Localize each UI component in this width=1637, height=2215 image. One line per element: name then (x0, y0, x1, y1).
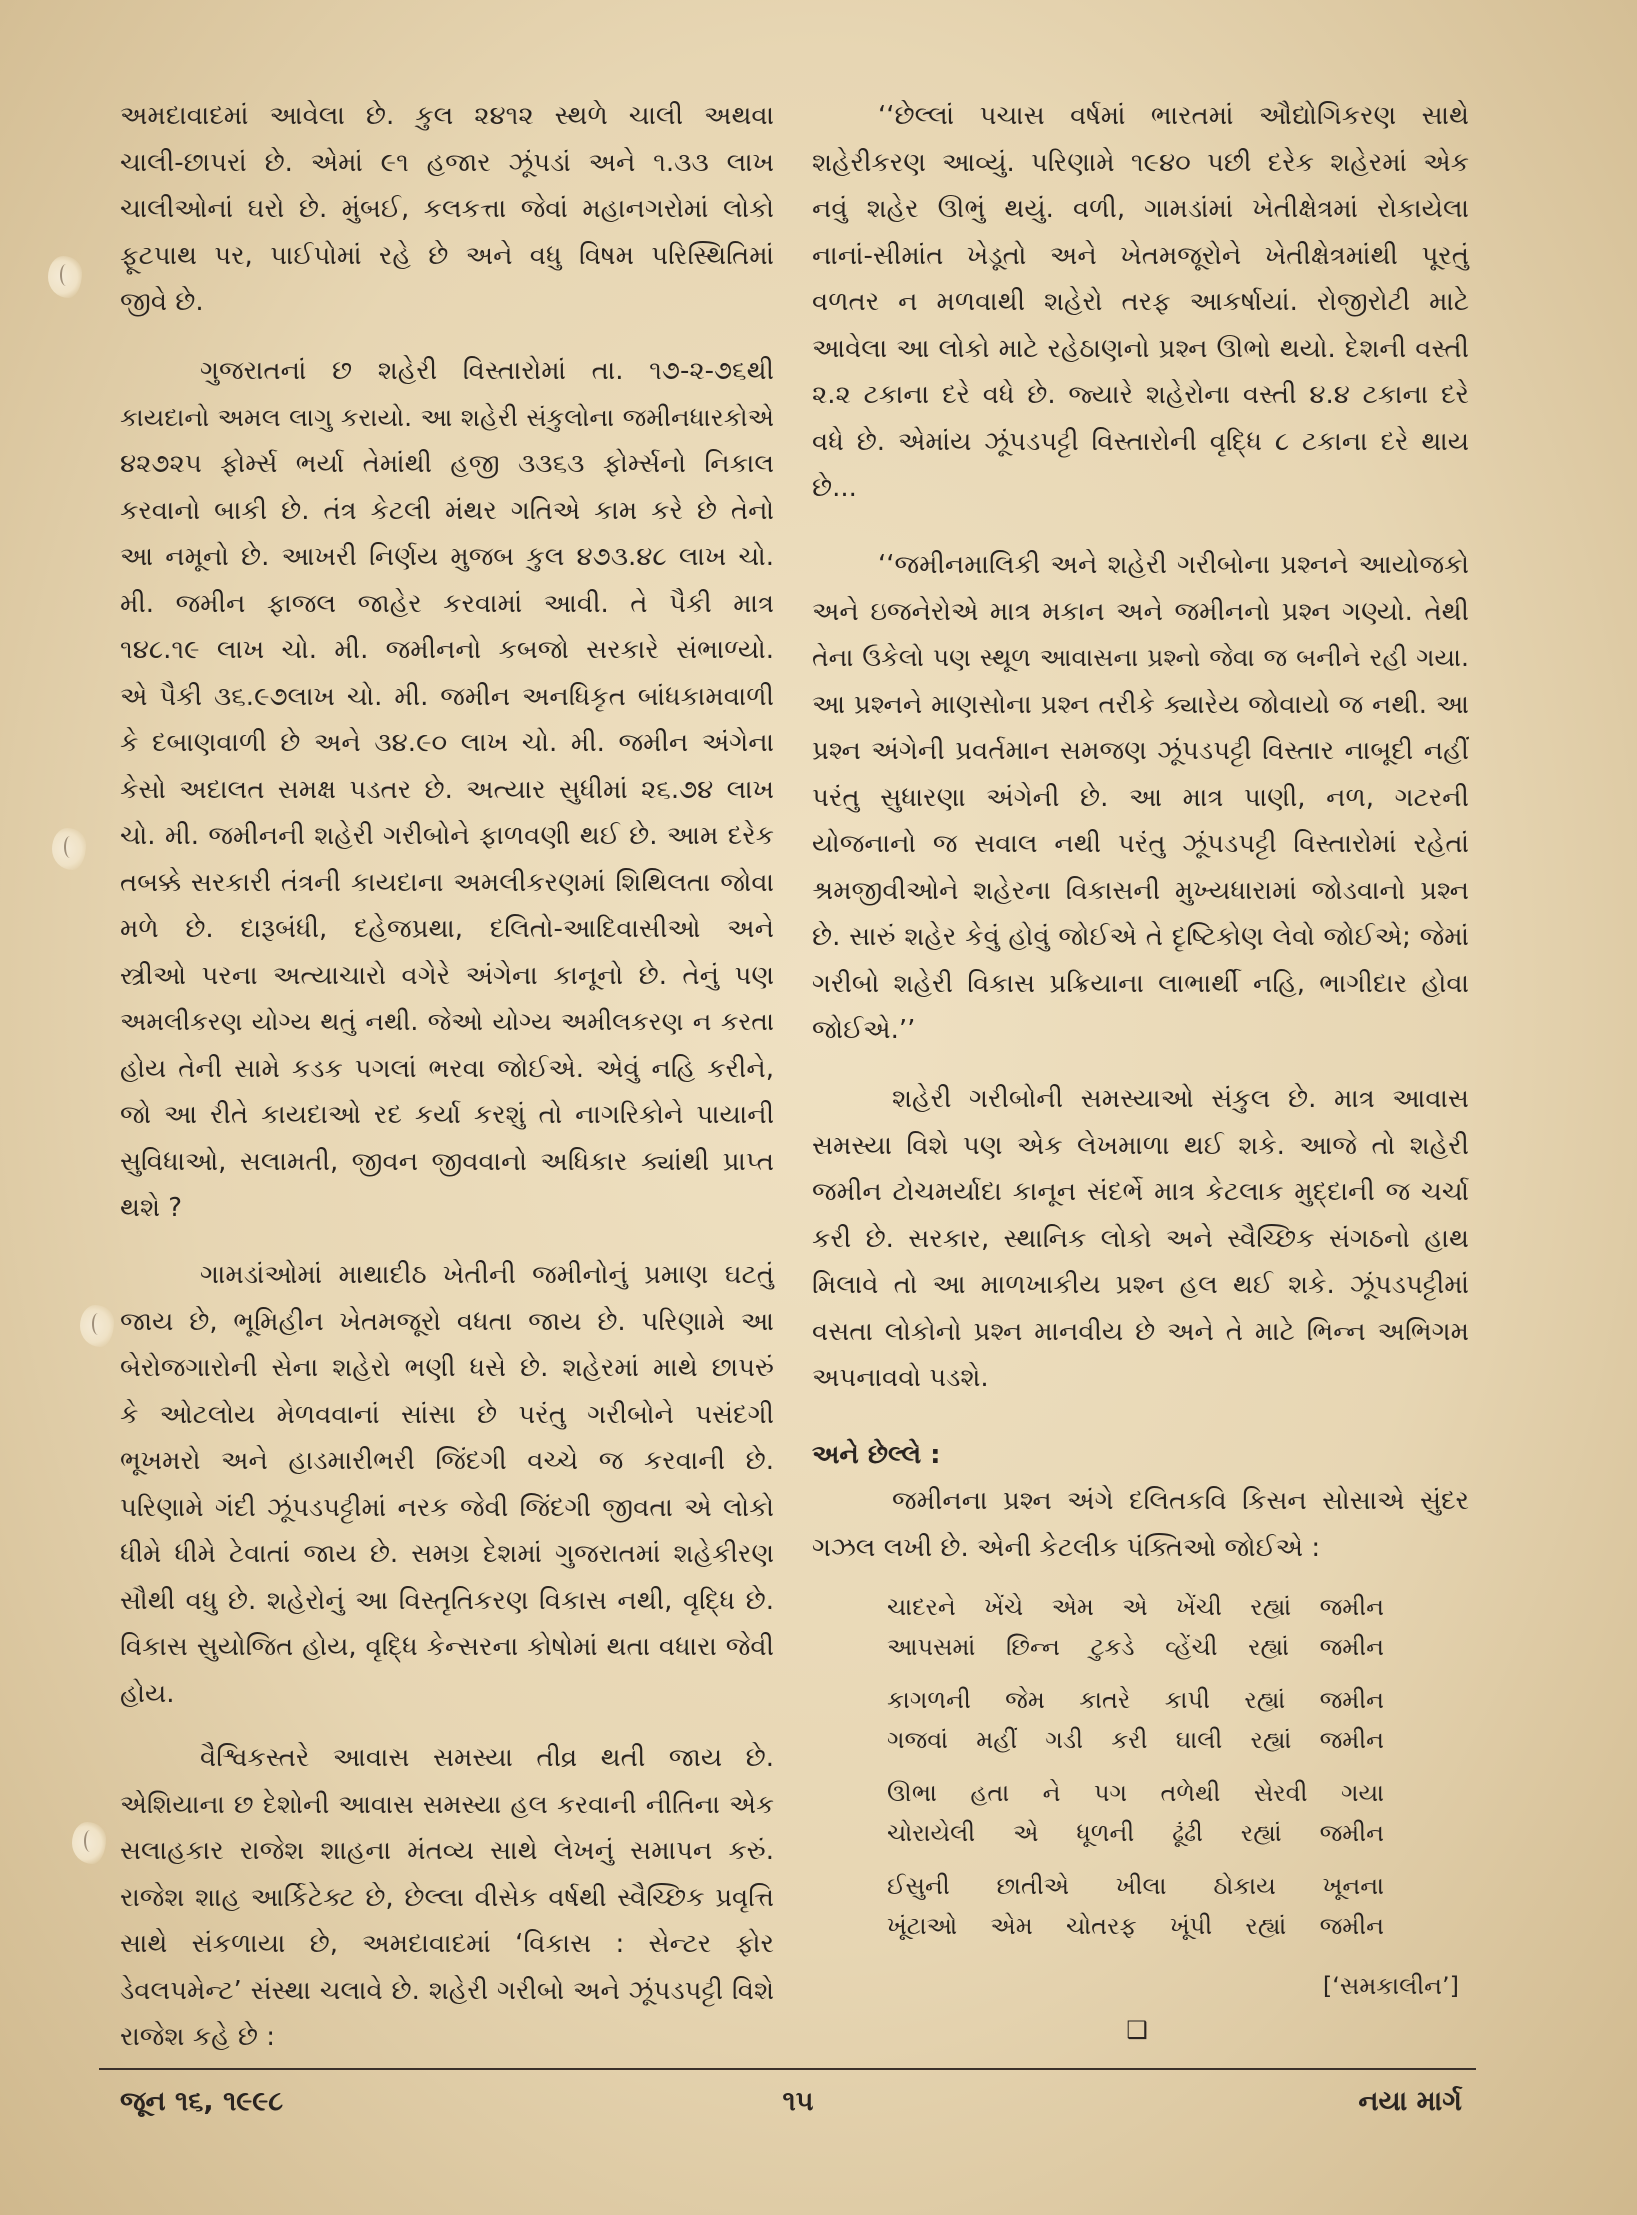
text-line: શ્રમજીવીઓને શહેરના વિકાસની મુખ્યધારામાં જોડવાનો પ્રશ્ન (812, 875, 1469, 906)
text-line: ૧૪૮.૧૯ લાખ ચો. મી. જમીનનો કબજો સરકારે સંભાળ્યો. (120, 635, 774, 665)
text-line: સુવિધાઓ, સલામતી, જીવન જીવવાનો અધિકાર ક્યાંથી પ્રાપ્ત (120, 1146, 774, 1177)
text-line: ૨.૨ ટકાના દરે વધે છે. જ્યારે શહેરોના વસ્તી ૪.૪ ટકાના દરે (812, 380, 1469, 410)
text-line: કે ઓટલોય મેળવવાનાં સાંસા છે પરંતુ ગરીબોને પસંદગી (120, 1399, 774, 1430)
poem-line: આપસમાં છિન્ન ટુકડે વ્હેંચી રહ્યાં જમીન (887, 1633, 1384, 1661)
text-line: વધે છે. એમાંય ઝૂંપડપટ્ટી વિસ્તારોની વૃદ્ધિ ૮ ટકાના દરે થાય (812, 426, 1469, 457)
text-line: છે... (812, 473, 857, 503)
text-line: પરંતુ સુધારણા અંગેની છે. આ માત્ર પાણી, નળ, ગટરની (812, 782, 1469, 813)
text-line: કેસો અદાલત સમક્ષ પડતર છે. અત્યાર સુધીમાં ૨૬.૭૪ લાખ (120, 774, 774, 805)
poem (887, 1587, 1384, 1959)
text-line: છે. સારું શહેર કેવું હોવું જોઈએ તે દૃષ્ટિકોણ લેવો જોઈએ; જેમાં (812, 922, 1469, 952)
text-line: આ નમૂનો છે. આખરી નિર્ણય મુજબ કુલ ૪૭૩.૪૮ લાખ ચો. (120, 542, 774, 572)
section-heading: અને છેલ્લે : (812, 1440, 941, 1470)
page-number: ૧૫ (782, 2086, 814, 2117)
paper-tear-mark (48, 256, 82, 298)
text-line: ચાલી-છાપરાં છે. એમાં ૯૧ હજાર ઝૂંપડાં અને ૧.૩૩ લાખ (120, 147, 774, 178)
poem-couplet (887, 1866, 1384, 1946)
poem-line: ચાદરને ખેંચે એમ એ ખેંચી રહ્યાં જમીન (887, 1593, 1384, 1621)
text-line: ગુજરાતનાં છ શહેરી વિસ્તારોમાં તા. ૧૭-૨-૭૬થી (200, 356, 774, 386)
text-line: હોય. (120, 1678, 175, 1709)
text-line: કરી છે. સરકાર, સ્થાનિક લોકો અને સ્વૈચ્છિક સંગઠનો હાથ (812, 1223, 1469, 1254)
poem-line: ખૂંટાઓ એમ ચોતરફ ખૂંપી રહ્યાં જમીન (887, 1912, 1384, 1940)
text-line: વૈશ્વિકસ્તરે આવાસ સમસ્યા તીવ્ર થતી જાય છે. (200, 1743, 774, 1773)
poem-couplet (887, 1587, 1384, 1667)
text-line: અમદાવાદમાં આવેલા છે. કુલ ૨૪૧૨ સ્થળે ચાલી અથવા (120, 101, 774, 131)
text-line: વિકાસ સુયોજિત હોય, વૃદ્ધિ કેન્સરના કોષોમાં થતા વધારા જેવી (120, 1632, 774, 1662)
end-mark: ❑ (1126, 2016, 1148, 2044)
poem-line: ઊભા હતા ને પગ તળેથી સેરવી ગયા (887, 1779, 1384, 1807)
text-line: ધીમે ધીમે ટેવાતાં જાય છે. સમગ્ર દેશમાં ગુજરાતમાં શહેકીરણ (120, 1539, 774, 1569)
text-line: આ પ્રશ્નને માણસોના પ્રશ્ન તરીકે ક્યારેય જોવાયો જ નથી. આ (812, 689, 1469, 720)
text-line: મિલાવે તો આ માળખાકીય પ્રશ્ન હલ થઈ શકે. ઝૂંપડપટ્ટીમાં (812, 1270, 1469, 1300)
text-line: જમીન ટોચમર્યાદા કાનૂન સંદર્ભે માત્ર કેટલાક મુદ્દાની જ ચર્ચા (812, 1177, 1469, 1207)
text-line: ગઝલ લખી છે. એની કેટલીક પંક્તિઓ જોઈએ : (812, 1532, 1321, 1563)
poem-line: ઈસુની છાતીએ ખીલા ઠોકાય ખૂનના (887, 1872, 1384, 1900)
text-line: થશે ? (120, 1193, 183, 1223)
paragraph (120, 93, 774, 326)
text-line: સૌથી વધુ છે. શહેરોનું આ વિસ્તૃતિકરણ વિકાસ નથી, વૃદ્ધિ છે. (120, 1585, 774, 1616)
text-line: જો આ રીતે કાયદાઓ રદ કર્યા કરશું તો નાગરિકોને પાયાની (120, 1100, 774, 1130)
poem-line: કાગળની જેમ કાતરે કાપી રહ્યાં જમીન (887, 1686, 1384, 1714)
quote-paragraph (812, 542, 1469, 1054)
text-line: જીવે છે. (120, 287, 204, 317)
paper-tear-mark (52, 828, 86, 870)
text-line: પરિણામે ગંદી ઝૂંપડપટ્ટીમાં નરક જેવી જિંદગી જીવતા એ લોકો (120, 1492, 774, 1523)
text-line: ફૂટપાથ પર, પાઈપોમાં રહે છે અને વધુ વિષમ પરિસ્થિતિમાં (120, 240, 774, 271)
text-line: ‘‘છેલ્લાં પચાસ વર્ષમાં ભારતમાં ઔદ્યોગિકરણ સાથે (878, 101, 1469, 131)
paragraph (812, 1478, 1469, 1571)
text-line: અમલીકરણ યોગ્ય થતું નથી. જેઓ યોગ્ય અમીલકરણ ન કરતા (120, 1007, 774, 1036)
text-line: ચો. મી. જમીનની શહેરી ગરીબોને ફાળવણી થઈ છે. આમ દરેક (120, 821, 774, 851)
text-line: બેરોજગારોની સેના શહેરો ભણી ધસે છે. શહેરમાં માથે છાપરું (120, 1353, 774, 1383)
text-line: રાજેશ કહે છે : (120, 2022, 275, 2052)
text-line: શહેરી ગરીબોની સમસ્યાઓ સંકુલ છે. માત્ર આવાસ (892, 1084, 1469, 1114)
poem-line: ગજવાં મહીં ગડી કરી ઘાલી રહ્યાં જમીન (887, 1726, 1384, 1754)
right-column (812, 0, 1469, 2215)
text-line: નવું શહેર ઊભું થયું. વળી, ગામડાંમાં ખેતીક્ષેત્રમાં રોકાયેલા (812, 194, 1469, 224)
text-line: કે દબાણવાળી છે અને ૩૪.૯૦ લાખ ચો. મી. જમીન અંગેના (120, 728, 774, 758)
text-line: ‘‘જમીનમાલિકી અને શહેરી ગરીબોના પ્રશ્નને આયોજકો (878, 550, 1469, 580)
text-line: જમીનના પ્રશ્ન અંગે દલિતકવિ કિસન સોસાએ સુંદર (892, 1486, 1469, 1516)
text-line: કરવાનો બાકી છે. તંત્ર કેટલી મંથર ગતિએ કામ કરે છે તેનો (120, 495, 774, 526)
poem-couplet (887, 1773, 1384, 1853)
text-line: ભૂખમરો અને હાડમારીભરી જિંદગી વચ્ચે જ કરવાની છે. (120, 1446, 774, 1476)
footer-date: જૂન ૧૬, ૧૯૯૮ (120, 2086, 284, 2117)
text-line: વળતર ન મળવાથી શહેરો તરફ આકર્ષાયાં. રોજીરોટી માટે (812, 287, 1469, 317)
text-line: વસતા લોકોનો પ્રશ્ન માનવીય છે અને તે માટે ભિન્ન અભિગમ (812, 1316, 1469, 1347)
text-line: સાથે સંકળાયા છે, અમદાવાદમાં ‘વિકાસ : સેન્ટર ફોર (120, 1929, 774, 1959)
text-line: એ પૈકી ૩૬.૯૭લાખ ચો. મી. જમીન અનધિકૃત બાંધકામવાળી (120, 681, 774, 712)
text-line: ગરીબો શહેરી વિકાસ પ્રક્રિયાના લાભાર્થી નહિ, ભાગીદાર હોવા (812, 968, 1469, 999)
paper-tear-mark (80, 1305, 114, 1347)
text-line: નાનાં-સીમાંત ખેડૂતો અને ખેતમજૂરોને ખેતીક્ષેત્રમાંથી પૂરતું (812, 240, 1469, 271)
footer-rule (99, 2068, 1476, 2070)
text-line: મી. જમીન ફાજલ જાહેર કરવામાં આવી. તે પૈકી માત્ર (120, 588, 774, 619)
text-line: પ્રશ્ન અંગેની પ્રવર્તમાન સમજણ ઝૂંપડપટ્ટી વિસ્તાર નાબૂદી નહીં (812, 736, 1469, 766)
text-line: તેના ઉકેલો પણ સ્થૂળ આવાસના પ્રશ્નો જેવા જ બનીને રહી ગયા. (812, 643, 1469, 672)
text-line: હોય તેની સામે કડક પગલાં ભરવા જોઈએ. એવું નહિ કરીને, (120, 1053, 774, 1084)
text-line: અને ઇજનેરોએ માત્ર મકાન અને જમીનનો પ્રશ્ન ગણ્યો. તેથી (812, 596, 1469, 627)
poem-line: ચોરાયેલી એ ધૂળની ઢૂંઢી રહ્યાં જમીન (887, 1819, 1384, 1847)
poem-couplet (887, 1680, 1384, 1760)
paper-tear-mark (72, 1822, 106, 1864)
text-line: અપનાવવો પડશે. (812, 1363, 989, 1393)
text-line: ૪૨૭૨૫ ફોર્મ્સ ભર્યા તેમાંથી હજી ૩૩૬૩ ફોર્મ્સનો નિકાલ (120, 449, 774, 479)
text-line: મળે છે. દારૂબંધી, દહેજપ્રથા, દલિતો-આદિવાસીઓ અને (120, 914, 774, 944)
text-line: જોઈએ.’’ (812, 1015, 916, 1045)
magazine-name: નયા માર્ગ (1358, 2086, 1462, 2117)
text-line: એશિયાના છ દેશોની આવાસ સમસ્યા હલ કરવાની નીતિના એક (120, 1789, 774, 1820)
text-line: ચાલીઓનાં ઘરો છે. મુંબઈ, કલકત્તા જેવાં મહાનગરોમાં લોકો (120, 194, 774, 224)
text-line: ડેવલપમેન્ટ’ સંસ્થા ચલાવે છે. શહેરી ગરીબો અને ઝૂંપડપટ્ટી વિશે (120, 1975, 774, 2006)
text-line: જાય છે, ભૂમિહીન ખેતમજૂરો વધતા જાય છે. પરિણામે આ (120, 1306, 774, 1337)
paragraph (120, 348, 774, 1232)
text-line: યોજનાનો જ સવાલ નથી પરંતુ ઝૂંપડપટ્ટી વિસ્તારોમાં રહેતાં (812, 829, 1469, 859)
text-line: તબક્કે સરકારી તંત્રની કાયદાના અમલીકરણમાં શિથિલતા જોવા (120, 867, 774, 898)
text-line: કાયદાનો અમલ લાગુ કરાયો. આ શહેરી સંકુલોના જમીનધારકોએ (120, 402, 774, 432)
section-heading-block (812, 1432, 1469, 1479)
poem-source: [‘સમકાલીન’] (1322, 1972, 1459, 2000)
text-line: સલાહકાર રાજેશ શાહના મંતવ્ય સાથે લેખનું સમાપન કરું. (120, 1836, 774, 1866)
paragraph (120, 1252, 774, 1717)
quote-paragraph (812, 93, 1469, 512)
text-line: રાજેશ શાહ આર્કિટેક્ટ છે, છેલ્લા વીસેક વર્ષથી સ્વૈચ્છિક પ્રવૃત્તિ (120, 1882, 774, 1913)
text-line: સમસ્યા વિશે પણ એક લેખમાળા થઈ શકે. આજે તો શહેરી (812, 1130, 1469, 1161)
text-line: આવેલા આ લોકો માટે રહેઠાણનો પ્રશ્ન ઊભો થયો. દેશની વસ્તી (812, 333, 1469, 364)
text-line: ગામડાંઓમાં માથાદીઠ ખેતીની જમીનોનું પ્રમાણ ઘટતું (200, 1260, 774, 1290)
left-column (120, 0, 774, 2215)
text-line: શહેરીકરણ આવ્યું. પરિણામે ૧૯૪૦ પછી દરેક શહેરમાં એક (812, 147, 1469, 178)
text-line: સ્ત્રીઓ પરના અત્યાચારો વગેરે અંગેના કાનૂનો છે. તેનું પણ (120, 960, 774, 991)
paragraph (120, 1735, 774, 2061)
paragraph (812, 1076, 1469, 1402)
